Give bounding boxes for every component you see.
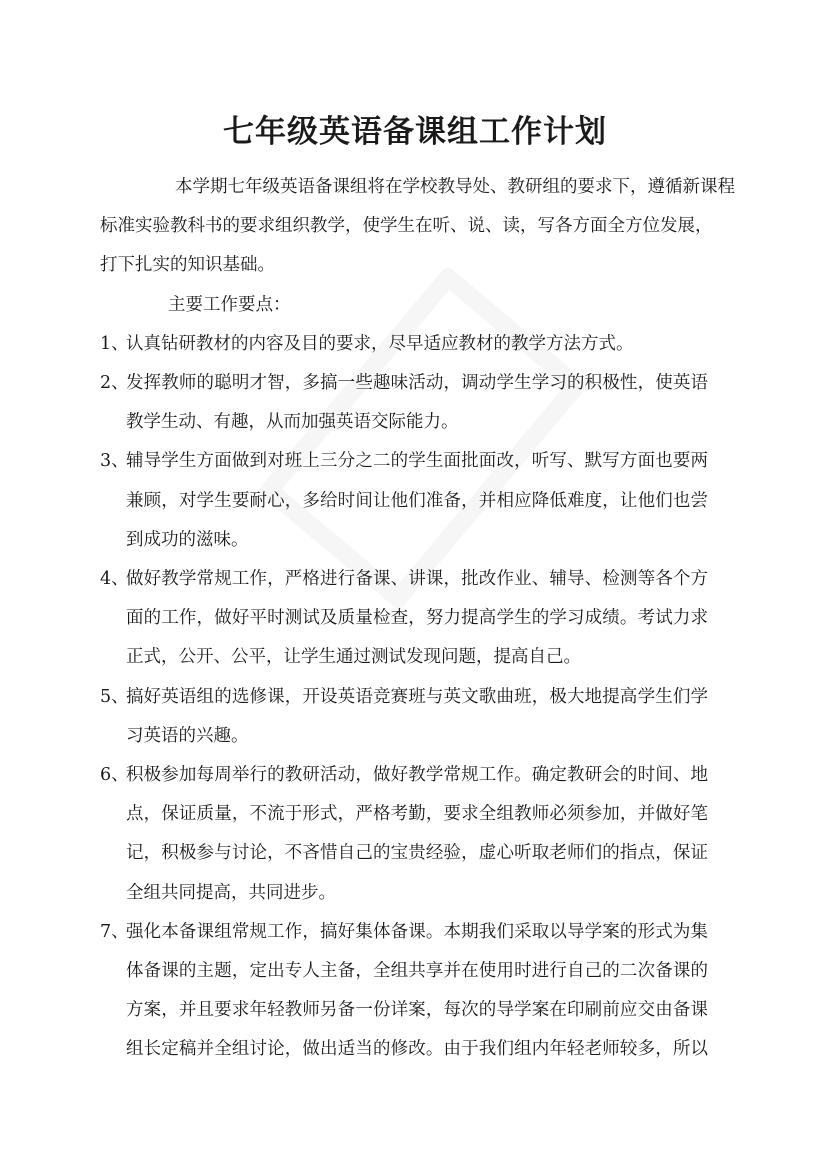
list-item-line: 体备课的主题，定出专人主备，全组共享并在使用时进行自己的二次备课的 bbox=[126, 961, 708, 981]
list-item-line: 组长定稿并全组讨论，做出适当的修改。由于我们组内年轻老师较多，所以 bbox=[126, 1039, 708, 1060]
list-number: 6、 bbox=[100, 765, 129, 785]
list-item-line: 做好教学常规工作，严格进行备课、讲课，批改作业、辅导、检测等各个方 bbox=[126, 569, 708, 589]
intro-line: 本学期七年级英语备课组将在学校教导处、教研组的要求下，遵循新课程 bbox=[175, 177, 735, 197]
list-item-line: 认真钻研教材的内容及目的要求，尽早适应教材的教学方法方式。 bbox=[126, 333, 634, 354]
list-item-line: 点，保证质量，不流于形式，严格考勤，要求全组教师必须参加，并做好笔 bbox=[126, 804, 708, 825]
list-item-line: 发挥教师的聪明才智，多搞一些趣味活动，调动学生学习的积极性，使英语 bbox=[126, 373, 708, 393]
list-number: 1、 bbox=[100, 333, 129, 354]
intro-line: 打下扎实的知识基础。 bbox=[100, 255, 275, 276]
list-item-line: 搞好英语组的选修课，开设英语竞赛班与英文歌曲班，极大地提高学生们学 bbox=[126, 686, 708, 707]
list-item-line: 方案，并且要求年轻教师另备一份详案，每次的导学案在印刷前应交由备课 bbox=[126, 1000, 708, 1021]
list-number: 7、 bbox=[100, 921, 129, 942]
document-title: 七年级英语备课组工作计划 bbox=[223, 114, 607, 150]
intro-line: 标准实验教科书的要求组织教学，使学生在听、说、读，写各方面全方位发展， bbox=[100, 216, 713, 237]
list-item-line: 教学生动、有趣，从而加强英语交际能力。 bbox=[126, 412, 459, 433]
section-heading: 主要工作要点： bbox=[168, 294, 291, 315]
list-number: 4、 bbox=[100, 569, 129, 589]
list-number: 2、 bbox=[100, 373, 129, 393]
list-number: 5、 bbox=[100, 686, 129, 707]
list-item-line: 全组共同提高，共同进步。 bbox=[126, 882, 336, 903]
list-item-line: 强化本备课组常规工作，搞好集体备课。本期我们采取以导学案的形式为集 bbox=[126, 921, 708, 942]
list-item-line: 积极参加每周举行的教研活动，做好教学常规工作。确定教研会的时间、地 bbox=[126, 765, 708, 785]
list-number: 3、 bbox=[100, 451, 129, 472]
list-item-line: 到成功的滋味。 bbox=[126, 529, 249, 550]
list-item-line: 正式，公开、公平，让学生通过测试发现问题，提高自己。 bbox=[126, 647, 581, 668]
list-item-line: 面的工作，做好平时测试及质量检查，努力提高学生的学习成绩。考试力求 bbox=[126, 608, 708, 629]
list-item-line: 兼顾，对学生要耐心，多给时间让他们准备，并相应降低难度，让他们也尝 bbox=[126, 490, 708, 511]
watermark bbox=[257, 265, 590, 611]
list-item-line: 习英语的兴趣。 bbox=[126, 725, 249, 746]
list-item-line: 辅导学生方面做到对班上三分之二的学生面批面改，听写、默写方面也要两 bbox=[126, 451, 708, 472]
list-item-line: 记，积极参与讨论，不吝惜自己的宝贵经验，虚心听取老师们的指点，保证 bbox=[126, 843, 708, 864]
